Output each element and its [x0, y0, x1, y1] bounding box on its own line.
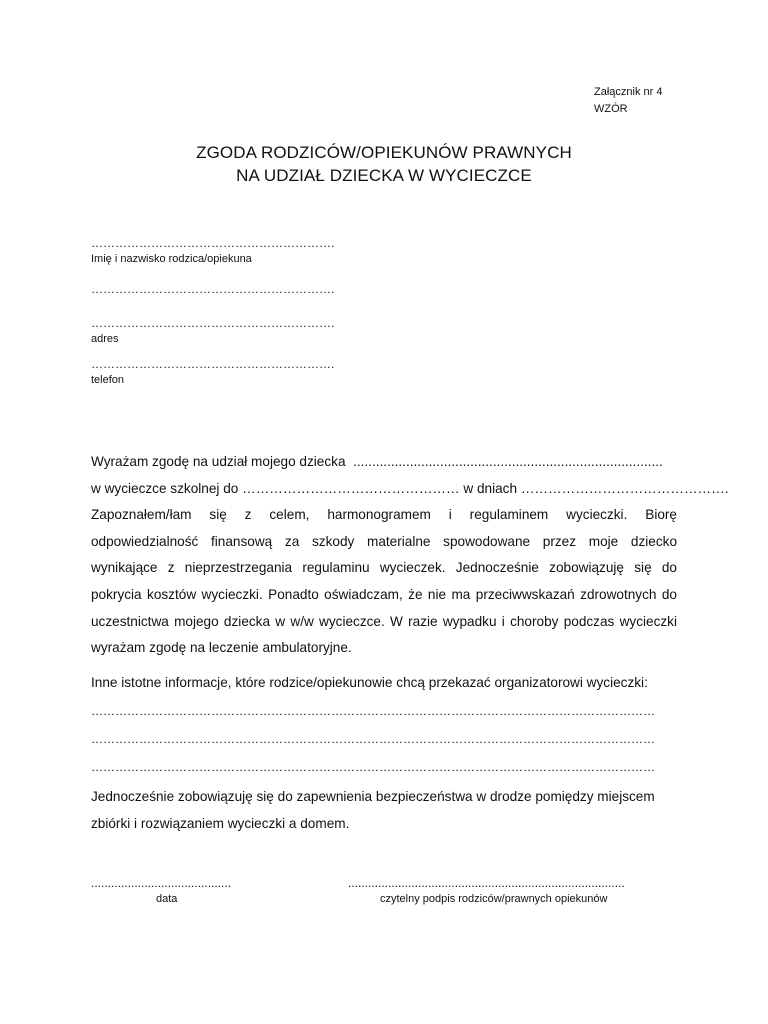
date-label: data — [156, 893, 178, 905]
name-field-dots[interactable]: ……………………………………………………. — [91, 236, 335, 250]
safety-line1: Jednocześnie zobowiązuję się do zapewnienia bezpieczeństwa w drodze pomiędzy miejscem — [91, 789, 655, 804]
safety-line2: zbiórki i rozwiązaniem wycieczki a domem. — [91, 815, 350, 831]
document-title-line2: NA UDZIAŁ DZIECKA W WYCIECZCE — [236, 166, 532, 185]
consent-paragraph-line2: odpowiedzialność finansową za szkody materialne spowodowane przez moje dziecko — [91, 533, 677, 549]
info-dots-line1[interactable]: …………………………………………………………………………………………………………………………… — [91, 703, 655, 718]
consent-paragraph-line3: wynikające z nieprzestrzegania regulaminu wycieczek. Jednocześnie zobowiązuję się do — [91, 560, 677, 576]
safety-section — [91, 784, 677, 837]
template-label: WZÓR — [594, 103, 628, 115]
consent-section — [91, 449, 729, 662]
address-field-dots-1[interactable]: ……………………………………………………. — [91, 282, 335, 296]
consent-line-child — [91, 449, 677, 476]
signature-dots[interactable]: ................................................................................... — [348, 876, 625, 890]
consent-line-trip — [91, 476, 729, 503]
trip-destination-text: w wycieczce szkolnej do — [91, 480, 239, 496]
consent-paragraph — [91, 502, 677, 662]
trip-dates-dots[interactable]: ………………………………………. — [520, 480, 729, 496]
address-field-dots-2[interactable]: ……………………………………………………. — [91, 316, 335, 330]
info-dots-line2[interactable]: …………………………………………………………………………………………………………………………… — [91, 731, 655, 746]
attachment-number: Załącznik nr 4 — [594, 86, 663, 98]
trip-dates-text: w dniach — [463, 480, 518, 496]
consent-child-text: Wyrażam zgodę na udział mojego dziecka — [91, 454, 346, 469]
date-dots[interactable]: .......................................... — [91, 876, 232, 890]
consent-paragraph-line1: Zapoznałem/łam się z celem, harmonogramem i regulaminem wycieczki. Biorę — [91, 507, 677, 523]
address-field-label: adres — [91, 333, 119, 345]
child-name-dots[interactable]: .................................................................................. — [353, 454, 663, 469]
consent-paragraph-line6: wyrażam zgodę na leczenie ambulatoryjne. — [91, 640, 352, 656]
phone-field-label: telefon — [91, 374, 125, 386]
phone-field-dots[interactable]: ……………………………………………………. — [91, 357, 335, 371]
info-label: Inne istotne informacje, które rodzice/opiekunowie chcą przekazać organizatorowi wycieczki: — [91, 675, 648, 690]
consent-paragraph-line4: pokrycia kosztów wycieczki. Ponadto oświadczam, że nie ma przeciwwskazań zdrowotnych do — [91, 586, 677, 602]
document-title-line1: ZGODA RODZICÓW/OPIEKUNÓW PRAWNYCH — [196, 143, 572, 162]
info-dots-line3[interactable]: …………………………………………………………………………………………………………………………… — [91, 759, 655, 774]
consent-paragraph-line5: uczestnictwa mojego dziecka w w/w wycieczce. W razie wypadku i choroby podczas wycieczki — [91, 613, 677, 629]
signature-label: czytelny podpis rodziców/prawnych opiekunów — [380, 893, 608, 905]
name-field-label: Imię i nazwisko rodzica/opiekuna — [91, 253, 252, 265]
info-section — [91, 670, 677, 781]
trip-destination-dots[interactable]: ………………………………………… — [242, 480, 460, 496]
